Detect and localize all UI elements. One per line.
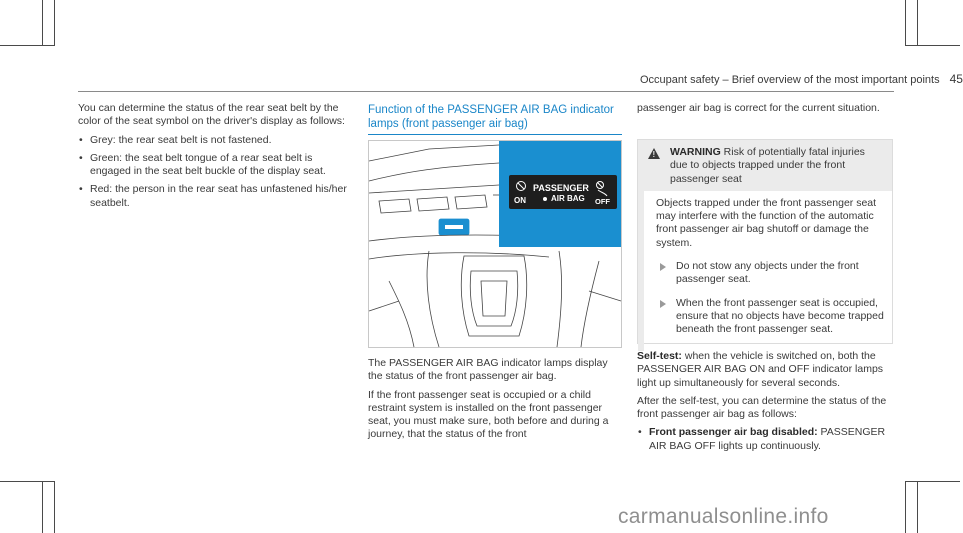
crop-mark [917,481,918,533]
column-left [78,102,350,215]
crop-mark [905,45,960,46]
crop-mark [905,0,906,46]
self-test-label: Self-test: [637,350,682,362]
section-title: Function of the PASSENGER AIR BAG indicator lamps (front passenger air bag) [368,104,614,130]
dashboard-illustration [368,140,622,348]
warning-title: Risk of potentially fatal injuries due to objects trapped under the front passenger seat [670,146,865,185]
section-title-rule [368,134,622,135]
crop-mark [42,481,43,533]
warning-box [637,139,893,344]
crop-mark [42,0,43,46]
dashboard-drawing [369,141,621,347]
paragraph: passenger air bag is correct for the current situation. [637,102,880,114]
warning-step: Do not stow any objects under the front passenger seat. [656,260,884,287]
list-item: • Red: the person in the rear seat has unfastened his/her seatbelt. [79,183,347,209]
crop-mark [0,481,54,482]
seat-belt-status-list [78,134,350,210]
crop-mark [0,45,54,46]
running-header [640,72,963,86]
watermark: carmanualsonline.info [618,505,829,528]
indicator-label-off: OFF [595,197,610,206]
warning-header [638,140,892,191]
warning-label: WARNING [670,146,721,158]
crop-mark [54,0,55,46]
warning-body [638,191,892,351]
warning-triangle-icon: ! [648,148,660,159]
list-item: • Green: the seat belt tongue of a rear seat belt is engaged in the seat belt buckle of the display seat. [79,151,326,178]
warning-step: When the front passenger seat is occupied, ensure that no objects have become trapped beneath the front passenger seat. [656,297,884,337]
indicator-label-airbag: AIR BAG [551,194,585,203]
crop-mark [54,481,55,533]
paragraph: The PASSENGER AIR BAG indicator lamps display the status of the front passenger air bag. [368,357,608,383]
column-middle [368,103,622,135]
crop-mark [905,481,906,533]
breadcrumb: Occupant safety – Brief overview of the most important points [640,74,940,86]
column-right-body [637,350,895,458]
column-right [637,102,895,120]
page-number: 45 [949,72,963,86]
indicator-label-on: ON [514,196,526,205]
warning-text: Objects trapped under the front passenger seat may interfere with the function of the automatic front passenger air bag shutoff or damage the system. [656,196,877,249]
list-item: • Grey: the rear seat belt is not fastened. [79,133,272,146]
paragraph: After the self-test, you can determine the status of the front passenger air bag as follows: [637,394,887,421]
self-test-paragraph: Self-test: when the vehicle is switched on, both the PASSENGER AIR BAG ON and OFF indicator lamps light up simultaneously for several seconds. [637,350,884,389]
list-item: • Front passenger air bag disabled: PASSENGER AIR BAG OFF lights up continuously. [638,426,886,452]
intro-paragraph: You can determine the status of the rear seat belt by the color of the seat symbol on the driver's display as follows: [78,102,345,128]
crop-mark [917,0,918,46]
header-divider [78,91,894,92]
column-middle-body [368,357,622,447]
paragraph: If the front passenger seat is occupied or a child restraint system is installed on the front passenger seat, you must make sure, both before and during a journey, that the status of the front [368,388,609,441]
crop-mark [905,481,960,482]
arrow-right-icon [660,263,666,271]
airbag-status-list [637,426,895,453]
arrow-right-icon [660,300,666,308]
indicator-label-passenger: PASSENGER [533,183,589,193]
